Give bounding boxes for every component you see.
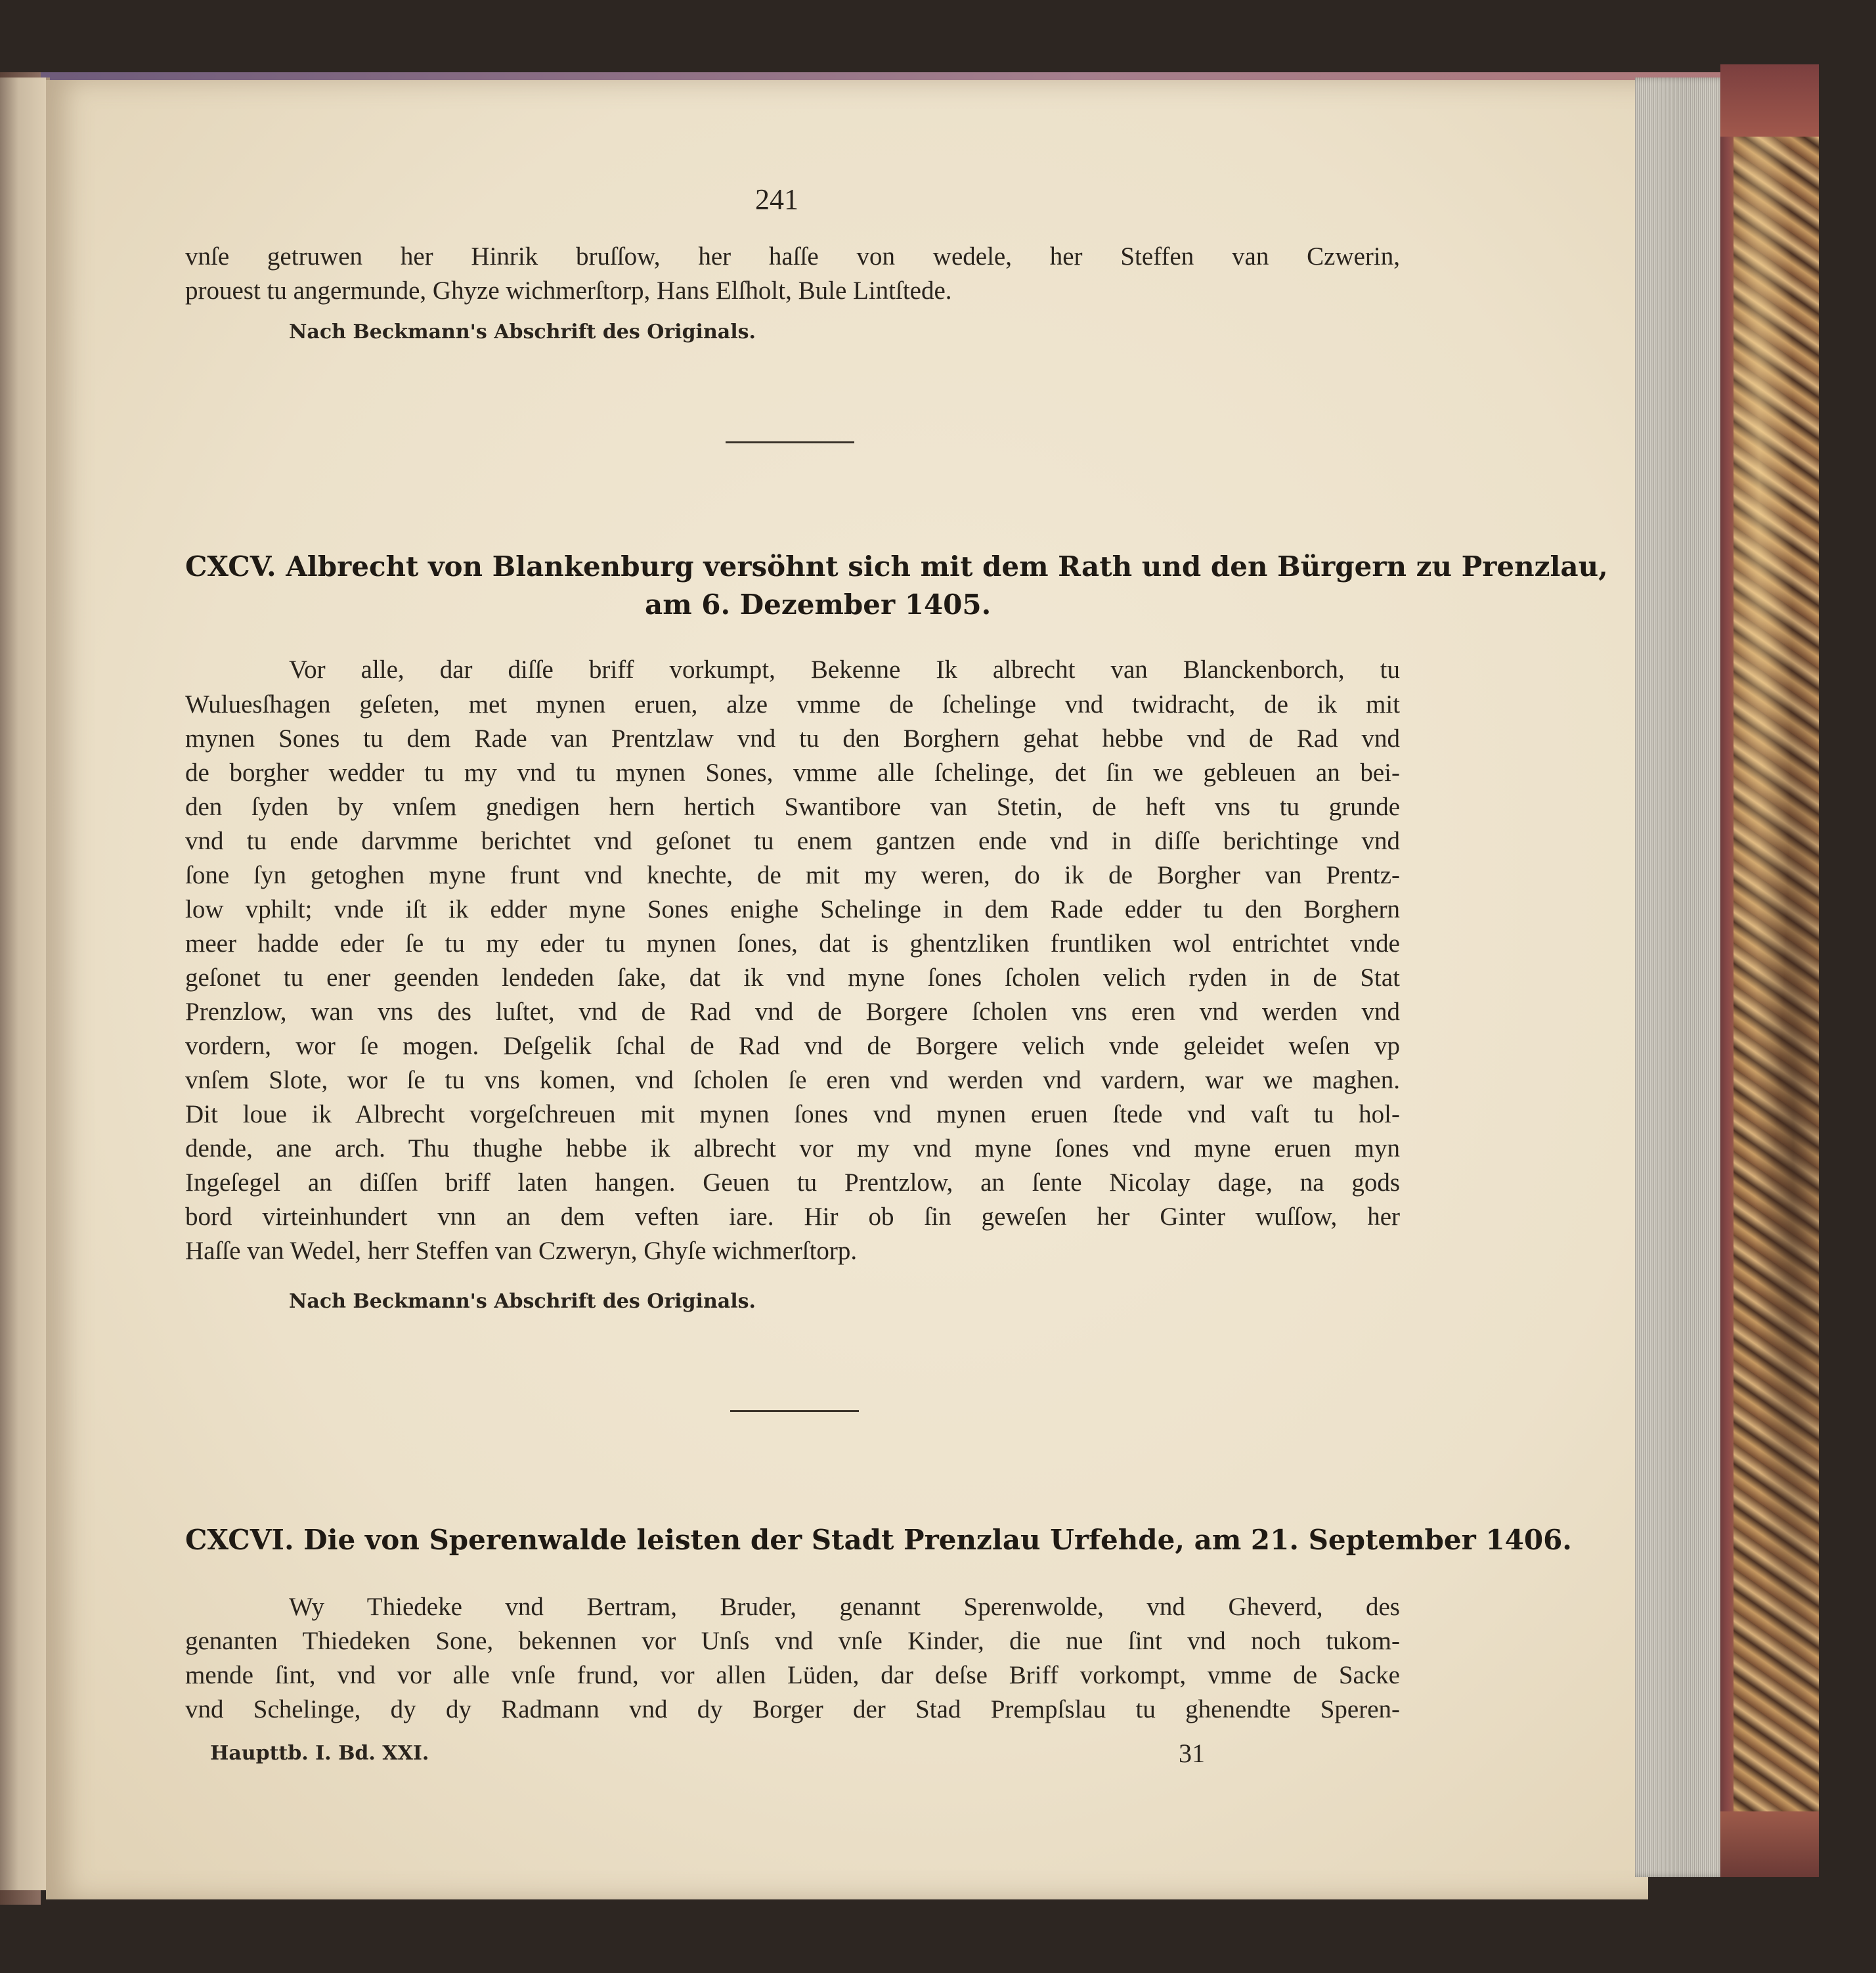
- section-divider: [730, 1410, 859, 1412]
- document-line: den ſyden by vnſem gnedigen hern hertich Swantibore van Stetin, de heft vns tu grunde: [185, 793, 1400, 821]
- document-line: dende, ane arch. Thu thughe hebbe ik albrecht vor my vnd myne ſones vnd myne eruen myn: [185, 1134, 1400, 1163]
- marbled-paper: [1734, 137, 1819, 1818]
- document-line: bord virteinhundert vnn an dem veften iare. Hir ob ſin geweſen her Ginter wuſſow, her: [185, 1203, 1400, 1231]
- document-line: Prenzlow, wan vns des luſtet, vnd de Rad vnd de Borgere ſcholen vns eren vnd werden vnd: [185, 998, 1400, 1026]
- document-line: genanten Thiedeken Sone, bekennen vor Unſs vnd vnſe Kinder, die nue ſint vnd noch tukom-: [185, 1627, 1400, 1655]
- footer-signature: 31: [1179, 1739, 1205, 1768]
- document-line: vordern, wor ſe mogen. Deſgelik ſchal de Rad vnd de Borgere velich vnde geleidet weſen vp: [185, 1032, 1400, 1060]
- document-line: meer hadde eder ſe tu my eder tu mynen ſones, dat is ghentzliken fruntliken wol entrichtet vnde: [185, 929, 1400, 958]
- document-line: low vphilt; vnde iſt ik edder myne Sones enighe Schelinge in dem Rade edder tu den Borghern: [185, 895, 1400, 923]
- page-fore-edge: [1635, 78, 1727, 1877]
- footer-volume: Haupttb. I. Bd. XXI.: [210, 1742, 429, 1765]
- cover-leather-top: [1720, 64, 1819, 137]
- document-line: Wy Thiedeke vnd Bertram, Bruder, genannt Sperenwolde, vnd Gheverd, des: [289, 1593, 1400, 1621]
- document-line: mynen Sones tu dem Rade van Prentzlaw vnd tu den Borghern gehat hebbe vnd de Rad vnd: [185, 724, 1400, 753]
- document-line: Wuluesſhagen geſeten, met mynen eruen, alze vmme de ſchelinge vnd twidracht, de ik mit: [185, 690, 1400, 719]
- left-page-edge: [0, 78, 50, 1890]
- document-line: vnſem Slote, wor ſe tu vns komen, vnd ſcholen ſe eren vnd werden vnd vardern, war we maghen.: [185, 1066, 1400, 1094]
- section-heading-cxcvi: CXCVI. Die von Sperenwalde leisten der Stadt Prenzlau Urfehde, am 21. September 1406.: [185, 1524, 1572, 1556]
- section-divider: [726, 441, 854, 443]
- section-heading-cxcv-date: am 6. Dezember 1405.: [645, 588, 992, 621]
- document-line: de borgher wedder tu my vnd tu mynen Sones, vmme alle ſchelinge, det ſin we gebleuen an bei-: [185, 759, 1400, 787]
- page-number: 241: [755, 183, 798, 215]
- document-line: ſone ſyn getoghen myne frunt vnd knechte, de mit my weren, do ik de Borgher van Prentz-: [185, 861, 1400, 889]
- document-line: vnd Schelinge, dy dy Radmann vnd dy Borger der Stad Prempſslau tu ghenendte Speren-: [185, 1695, 1400, 1723]
- document-line: Ingeſegel an diſſen briff laten hangen. Geuen tu Prentzlow, an ſente Nicolay dage, na gods: [185, 1168, 1400, 1197]
- opening-line: prouest tu angermunde, Ghyze wichmerſtorp, Hans Elſholt, Bule Lintſtede.: [185, 277, 952, 305]
- document-line: Haſſe van Wedel, herr Steffen van Czweryn, Ghyſe wichmerſtorp.: [185, 1237, 858, 1265]
- document-line: Dit loue ik Albrecht vorgeſchreuen mit mynen ſones vnd mynen eruen ſtede vnd vaſt tu hol-: [185, 1100, 1400, 1128]
- document-line: geſonet tu ener geenden lendeden ſake, dat ik vnd myne ſones ſcholen velich ryden in de Stat: [185, 964, 1400, 992]
- source-note: Nach Beckmann's Abschrift des Originals.: [289, 321, 756, 344]
- opening-line: vnſe getruwen her Hinrik bruſſow, her haſſe von wedele, her Steffen van Czwerin,: [185, 242, 1400, 271]
- marbled-book-cover: [1720, 64, 1819, 1877]
- document-line: mende ſint, vnd vor alle vnſe frund, vor allen Lüden, dar deſse Briff vorkompt, vmme de Sacke: [185, 1661, 1400, 1689]
- document-line: vnd tu ende darvmme berichtet vnd geſonet tu enem gantzen ende vnd in diſſe berichtinge vnd: [185, 827, 1400, 855]
- cover-leather-bottom: [1720, 1811, 1819, 1877]
- document-line: Vor alle, dar diſſe briff vorkumpt, Bekenne Ik albrecht van Blanckenborch, tu: [289, 655, 1400, 684]
- section-heading-cxcv: CXCV. Albrecht von Blankenburg versöhnt sich mit dem Rath und den Bürgern zu Prenzlau,: [185, 550, 1608, 583]
- source-note: Nach Beckmann's Abschrift des Originals.: [289, 1290, 756, 1313]
